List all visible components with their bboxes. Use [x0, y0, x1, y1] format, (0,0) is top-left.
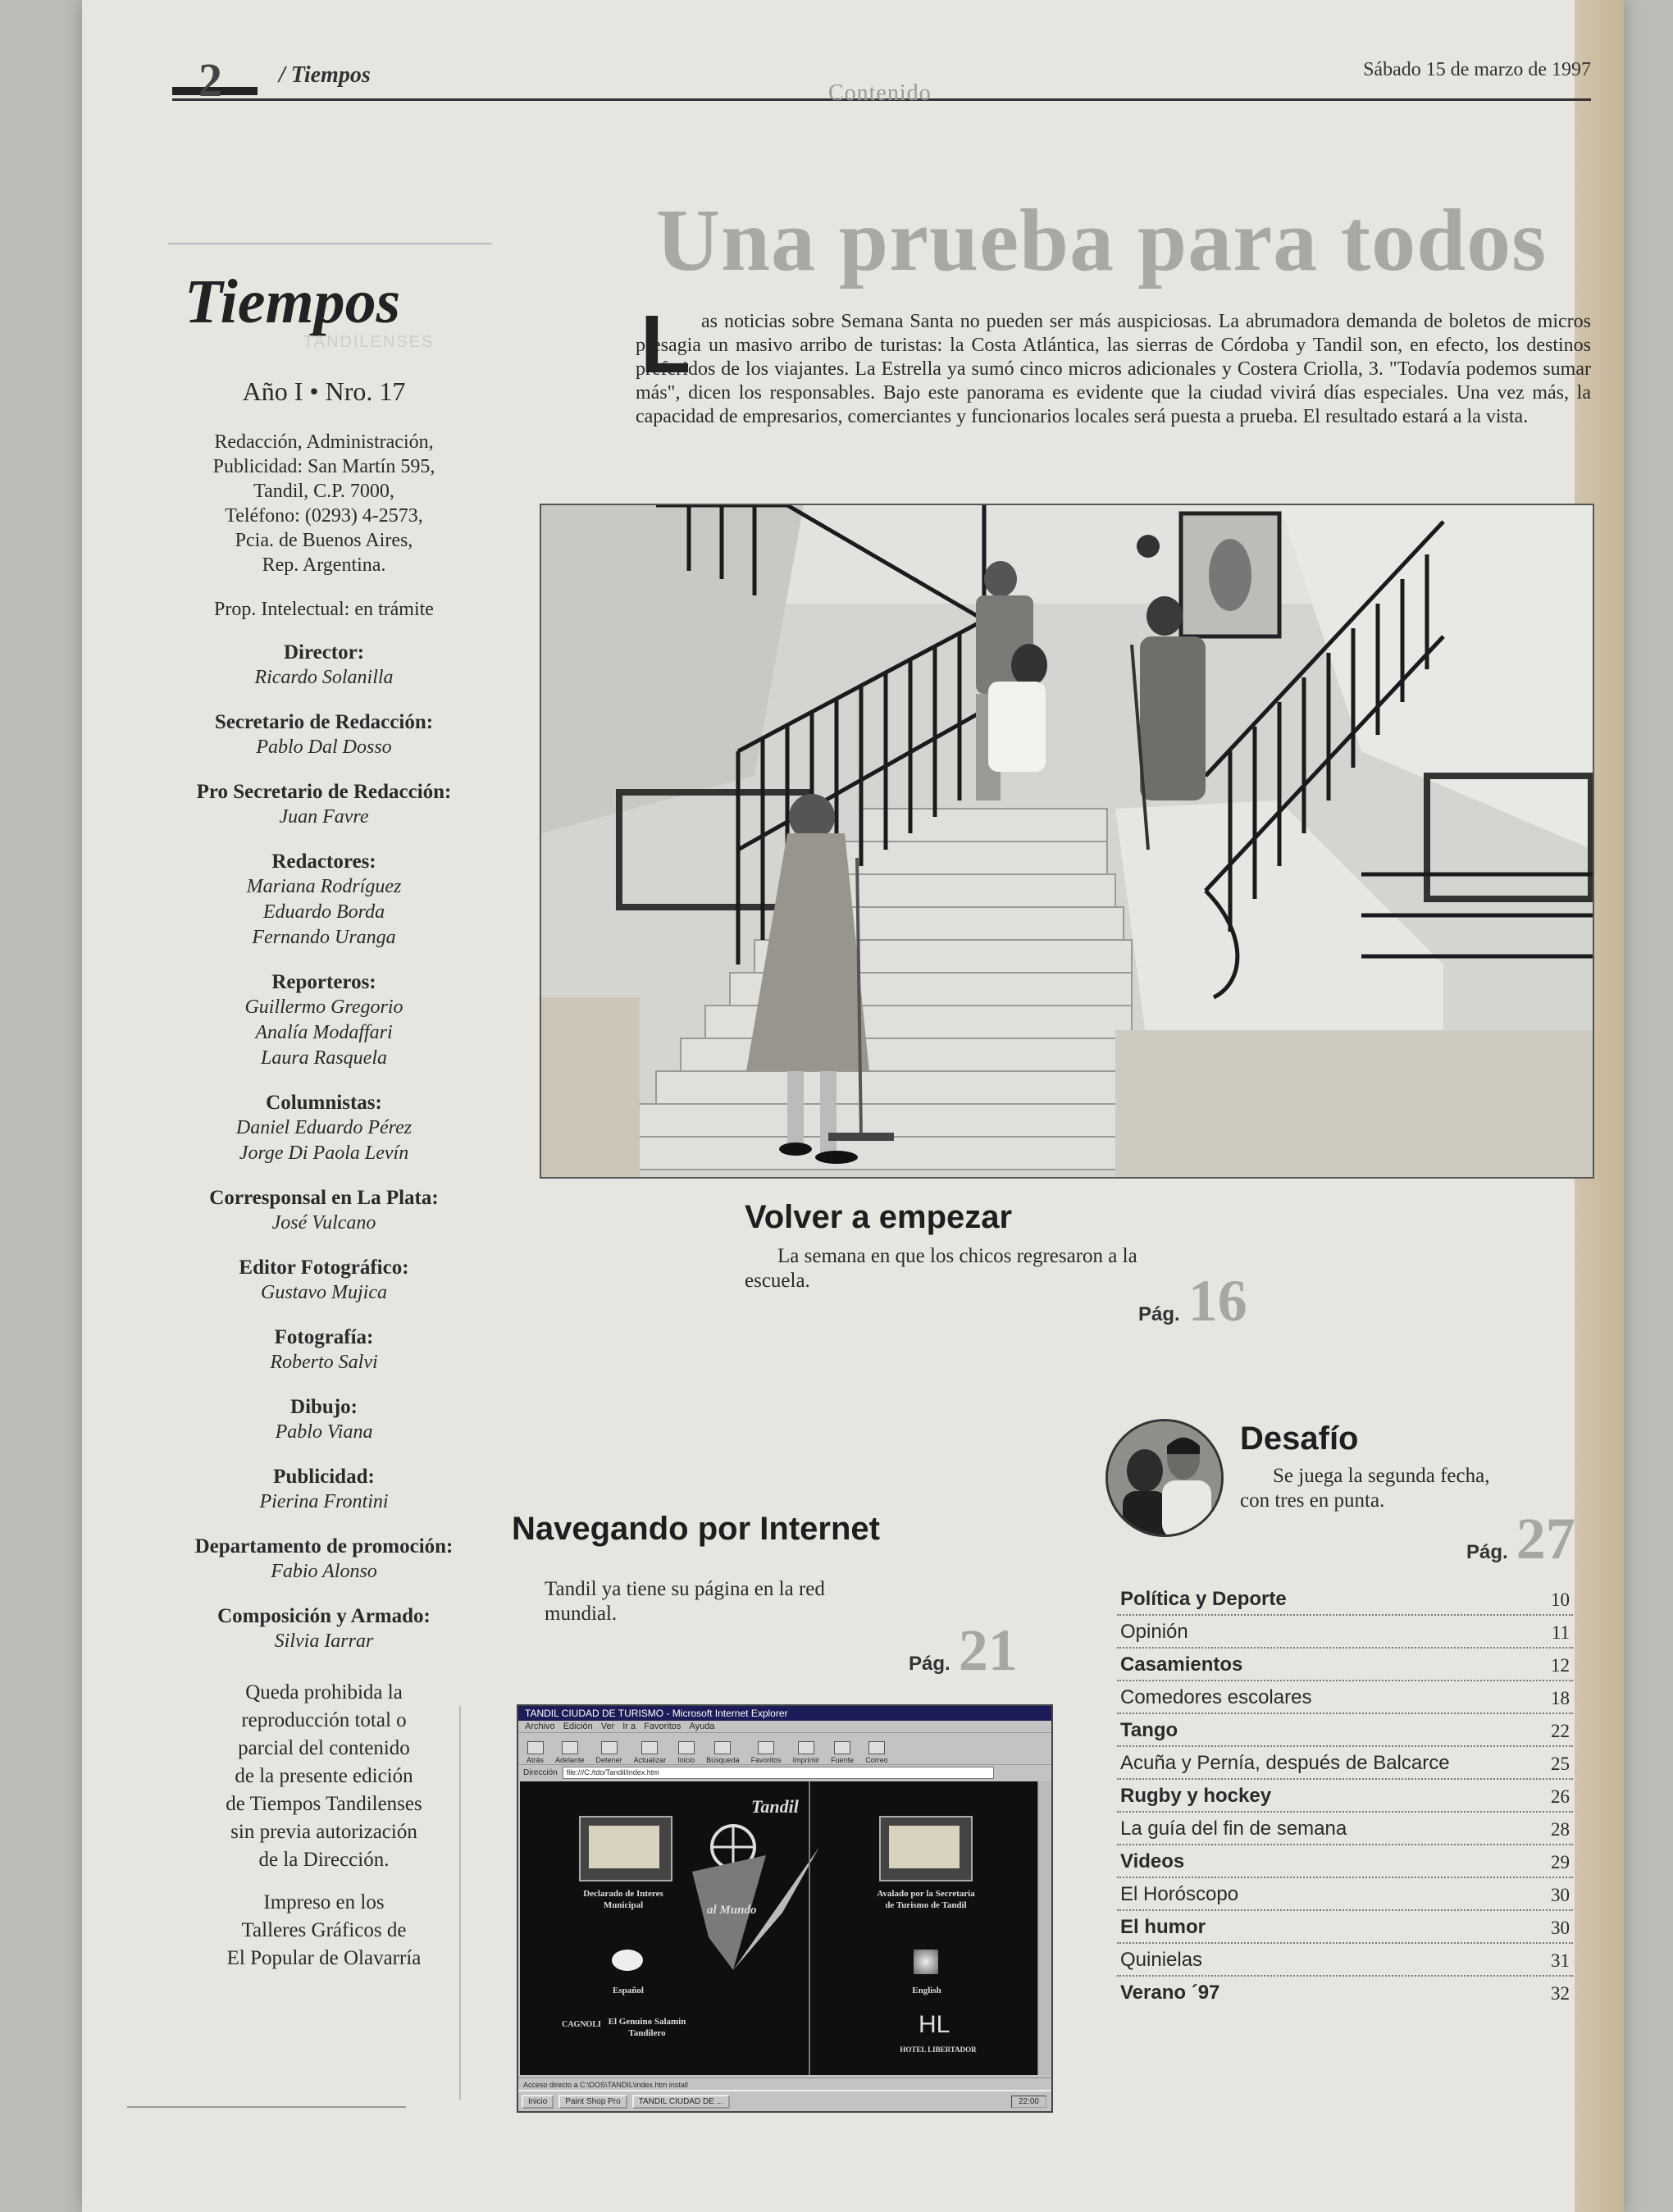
toc-row: [1117, 1845, 1573, 1878]
page-ref-label: Pág.: [909, 1653, 950, 1675]
desafio-photo: [1105, 1419, 1224, 1537]
toc-page-number: 11: [1551, 1622, 1570, 1643]
toc-label: El humor: [1120, 1916, 1206, 1938]
credit-name: Pablo Viana: [275, 1421, 373, 1443]
drop-cap: L: [640, 299, 691, 390]
toc-label: La guía del fin de semana: [1120, 1817, 1347, 1840]
page-ref: [1138, 1268, 1247, 1334]
toc-label: Casamientos: [1120, 1653, 1243, 1676]
browser-title-bar: TANDIL CIUDAD DE TURISMO - Microsoft Internet Explorer: [518, 1706, 1051, 1721]
toc-row: [1117, 1911, 1573, 1944]
credit-name: Jorge Di Paola Levín: [239, 1142, 409, 1164]
english-button-icon: [914, 1950, 938, 1974]
masthead-address: [131, 430, 517, 577]
address-line: Tandil, C.P. 7000,: [253, 481, 394, 502]
credit-name: Guillermo Gregorio: [244, 997, 403, 1018]
toc-page-number: 31: [1551, 1950, 1570, 1971]
toolbar-item: Actualizar: [634, 1741, 667, 1764]
page-header: [172, 49, 1591, 107]
contents-index: [1117, 1583, 1573, 2008]
browser-screenshot: [517, 1704, 1053, 2113]
credit-role: Pro Secretario de Redacción:: [196, 781, 452, 803]
browser-address-bar: [518, 1765, 1051, 1780]
browser-menu-bar: [518, 1721, 1051, 1732]
page-ref-label: Pág.: [1138, 1303, 1180, 1325]
stop-icon: [601, 1741, 618, 1754]
toc-row: [1117, 1977, 1573, 2008]
menu-item: Ver: [600, 1722, 615, 1731]
mundo-text: al Mundo: [707, 1904, 757, 1917]
toolbar-item: Favoritos: [751, 1741, 782, 1764]
back-icon: [527, 1741, 544, 1754]
right-card-caption: Avalado por la Secretaria de Turismo de Tandil: [877, 1889, 975, 1910]
right-card: [879, 1816, 973, 1881]
toolbar-item: Búsqueda: [706, 1741, 740, 1764]
credit-block: [131, 1395, 517, 1445]
left-card: [579, 1816, 672, 1881]
toc-label: Tango: [1120, 1719, 1178, 1741]
toolbar-item: Correo: [865, 1741, 888, 1764]
toc-page-number: 26: [1551, 1786, 1570, 1807]
menu-item: Archivo: [525, 1722, 555, 1731]
toolbar-item: Imprimir: [793, 1741, 820, 1764]
lang-right: English: [912, 1986, 941, 1995]
notice-line: parcial del contenido: [238, 1737, 410, 1759]
frame-divider: [809, 1781, 810, 2075]
toc-label: Videos: [1120, 1850, 1185, 1872]
section-name: / Tiempos: [279, 62, 371, 88]
toc-row: [1117, 1681, 1573, 1714]
search-icon: [714, 1741, 731, 1754]
toc-row: [1117, 1780, 1573, 1813]
toc-page-number: 28: [1551, 1819, 1570, 1840]
toc-page-number: 30: [1551, 1885, 1570, 1905]
spanish-button-icon: [612, 1950, 643, 1971]
masthead-bottom-rule: [127, 2106, 406, 2108]
web-page-content: [520, 1781, 1038, 2075]
teaser-title: Navegando por Internet: [512, 1511, 880, 1547]
page-ref: [909, 1617, 1018, 1683]
credit-block: [131, 710, 517, 760]
toc-label: Quinielas: [1120, 1949, 1203, 1971]
credit-name: Gustavo Mujica: [261, 1282, 387, 1303]
notice-line: de Tiempos Tandilenses: [226, 1793, 422, 1815]
print-line: Impreso en los: [263, 1891, 385, 1913]
credit-name: Laura Rasquela: [260, 1047, 387, 1069]
page-ref-number: 27: [1516, 1506, 1575, 1571]
credit-block: [131, 1535, 517, 1585]
toc-page-number: 29: [1551, 1852, 1570, 1872]
teaser-title: Desafío: [1240, 1421, 1359, 1457]
start-button: Inicio: [522, 2095, 554, 2109]
lang-left: Español: [613, 1986, 644, 1995]
lead-intro: [636, 299, 1591, 429]
toc-label: Acuña y Pernía, después de Balcarce: [1120, 1752, 1450, 1774]
credit-name: Mariana Rodríguez: [246, 876, 402, 897]
print-line: El Popular de Olavarría: [226, 1947, 422, 1969]
taskbar-clock: 22:00: [1011, 2096, 1046, 2108]
credit-block: [131, 780, 517, 830]
taskbar-item: TANDIL CIUDAD DE ...: [632, 2095, 730, 2109]
notice-line: Queda prohibida la: [245, 1681, 403, 1703]
credit-block: [131, 970, 517, 1071]
menu-item: Edición: [563, 1722, 593, 1731]
notice-line: reproducción total o: [241, 1709, 407, 1731]
credit-name: Fabio Alonso: [271, 1561, 377, 1582]
credit-role: Director:: [283, 641, 365, 664]
masthead-logo: Tiempos: [185, 267, 401, 336]
content-label: Contenido: [828, 80, 932, 106]
toolbar-item: Inicio: [677, 1741, 695, 1764]
toolbar-item: Fuente: [831, 1741, 854, 1764]
mail-icon: [868, 1741, 885, 1754]
credit-name: Analía Modaffari: [255, 1022, 393, 1043]
font-icon: [834, 1741, 850, 1754]
page-ref-label: Pág.: [1466, 1541, 1508, 1563]
credit-block: [131, 1256, 517, 1306]
notice-line: de la Dirección.: [258, 1849, 390, 1871]
credit-name: Daniel Eduardo Pérez: [235, 1117, 413, 1138]
toc-label: Política y Deporte: [1120, 1588, 1287, 1610]
credit-name: Roberto Salvi: [270, 1352, 378, 1373]
credit-block: [131, 1604, 517, 1654]
toc-page-number: 25: [1551, 1754, 1570, 1774]
menu-item: Ayuda: [689, 1722, 715, 1731]
toolbar-item: Atrás: [527, 1741, 544, 1764]
toc-label: Verano ´97: [1120, 1982, 1220, 2004]
credit-name: Silvia Iarrar: [274, 1630, 374, 1652]
credit-role: Secretario de Redacción:: [214, 711, 434, 733]
address-label: Dirección: [523, 1767, 558, 1777]
masthead-logo-sub: TANDILENSES: [303, 333, 435, 351]
browser-scrollbar: [1037, 1781, 1051, 2075]
teaser-text: Se juega la segunda fecha, con tres en punta.: [1240, 1465, 1490, 1512]
credit-name: Ricardo Solanilla: [254, 667, 394, 688]
toc-page-number: 22: [1551, 1721, 1570, 1741]
browser-toolbar: [518, 1732, 1051, 1765]
menu-item: Favoritos: [644, 1722, 682, 1731]
credit-role: Columnistas:: [266, 1092, 382, 1114]
left-card-caption: Declarado de Interes Municipal: [583, 1889, 663, 1910]
teaser-text: Tandil ya tiene su página en la red mundial.: [545, 1578, 825, 1625]
menu-item: Ir a: [622, 1722, 636, 1731]
credit-role: Departamento de promoción:: [194, 1535, 454, 1558]
toc-page-number: 12: [1551, 1655, 1570, 1676]
header-date: Sábado 15 de marzo de 1997: [1363, 59, 1591, 80]
credit-role: Redactores:: [271, 851, 376, 873]
toc-row: [1117, 1944, 1573, 1977]
globe-logo-icon: [684, 1814, 823, 1978]
print-icon: [798, 1741, 814, 1754]
toc-page-number: 32: [1551, 1983, 1570, 2004]
teaser-text: La semana en que los chicos regresaron a la escuela.: [745, 1245, 1137, 1292]
desafio-photo-image: [1108, 1421, 1221, 1535]
credit-role: Editor Fotográfico:: [239, 1257, 409, 1279]
notice-line: sin previa autorización: [230, 1821, 417, 1843]
address-line: Pcia. de Buenos Aires,: [235, 530, 413, 551]
credit-block: [131, 641, 517, 691]
lead-body: as noticias sobre Semana Santa no pueden ser más auspiciosas. La abrumadora demanda de boletos de micros presagia un masivo arribo de turistas: la Costa Atlántica, las sierras de Córdoba y Tandil son, en efecto, los destinos preferidos de los viajantes. La Estrella ya sumó cinco micros adicionales y Costera Criolla, 3. "Todavía podemos sumar más", dicen los responsables. Bajo este panorama es evidente que la ciudad vivirá días especiales. Una vez más, la capacidad de empresarios, comerciantes y funcionarios locales será puesta a prueba. El resultado estará a la vista.: [636, 311, 1591, 427]
credits-list: [131, 641, 517, 1654]
intellectual-property: Prop. Intelectual: en trámite: [214, 599, 434, 620]
column-divider: [459, 1706, 461, 2100]
teaser-desafio: [1240, 1421, 1593, 1513]
credit-role: Publicidad:: [273, 1466, 375, 1488]
address-line: Rep. Argentina.: [262, 554, 386, 576]
address-line: Redacción, Administración,: [214, 431, 434, 453]
address-line: Teléfono: (0293) 4-2573,: [225, 505, 423, 527]
toc-row: [1117, 1714, 1573, 1747]
toc-label: Comedores escolares: [1120, 1686, 1312, 1708]
credit-role: Composición y Armado:: [217, 1605, 431, 1627]
page-ref-number: 21: [958, 1617, 1018, 1683]
page-ref-number: 16: [1188, 1268, 1247, 1334]
sponsor-right: HOTEL LIBERTADOR: [900, 2046, 977, 2054]
notice-line: de la presente edición: [235, 1765, 413, 1787]
credit-role: Dibujo:: [290, 1396, 358, 1418]
windows-taskbar: [518, 2090, 1053, 2111]
credit-role: Fotografía:: [274, 1326, 374, 1348]
sponsor-left: El Genuino Salamin Tandilero: [608, 2017, 686, 2038]
credit-block: [131, 1325, 517, 1375]
teaser-title: Volver a empezar: [745, 1199, 1013, 1235]
credit-name: Pierina Frontini: [259, 1491, 389, 1512]
toc-row: [1117, 1616, 1573, 1649]
issue-number: Año I • Nro. 17: [242, 376, 406, 406]
credit-block: [131, 1465, 517, 1515]
browser-status-bar: Acceso directo a C:\DOS\TANDIL\index.htm install: [518, 2077, 1053, 2091]
credit-block: [131, 1186, 517, 1236]
credit-name: Fernando Uranga: [252, 927, 396, 948]
sponsor-brand: CAGNOLI: [562, 2020, 601, 2029]
toc-page-number: 18: [1551, 1688, 1570, 1708]
stairs-photo-image: [541, 505, 1593, 1177]
toc-label: Opinión: [1120, 1621, 1188, 1643]
address-field: file:///C:/tdo/Tandil/index.htm: [563, 1767, 994, 1779]
credit-name: Pablo Dal Dosso: [256, 737, 392, 758]
print-line: Talleres Gráficos de: [241, 1919, 407, 1941]
refresh-icon: [641, 1741, 658, 1754]
toc-page-number: 30: [1551, 1918, 1570, 1938]
toc-page-number: 10: [1551, 1589, 1570, 1610]
masthead-top-rule: [168, 243, 492, 244]
toc-row: [1117, 1649, 1573, 1681]
hotel-logo-icon: HL: [919, 2011, 950, 2038]
credit-name: Eduardo Borda: [262, 901, 385, 923]
toc-row: [1117, 1878, 1573, 1911]
credit-role: Reporteros:: [271, 971, 376, 993]
stairs-photo: [540, 504, 1594, 1179]
taskbar-item: Paint Shop Pro: [558, 2095, 627, 2109]
page-number: 2: [198, 53, 222, 107]
toc-row: [1117, 1583, 1573, 1616]
toc-row: [1117, 1813, 1573, 1845]
credit-name: Juan Favre: [279, 806, 369, 828]
credit-block: [131, 850, 517, 951]
teaser-navegando: [512, 1511, 1086, 1626]
toolbar-item: Detener: [596, 1741, 622, 1764]
credit-name: José Vulcano: [271, 1212, 376, 1234]
credit-role: Corresponsal en La Plata:: [209, 1187, 439, 1209]
toc-label: El Horóscopo: [1120, 1883, 1239, 1905]
favorites-icon: [758, 1741, 774, 1754]
toolbar-item: Adelante: [555, 1741, 585, 1764]
toc-row: [1117, 1747, 1573, 1780]
site-title: Tandil: [751, 1796, 799, 1817]
address-line: Publicidad: San Martín 595,: [212, 456, 435, 477]
toc-label: Rugby y hockey: [1120, 1785, 1272, 1807]
headline: Una prueba para todos: [656, 192, 1548, 290]
credit-block: [131, 1091, 517, 1166]
home-icon: [678, 1741, 695, 1754]
forward-icon: [562, 1741, 578, 1754]
page-ref: [1466, 1506, 1575, 1571]
